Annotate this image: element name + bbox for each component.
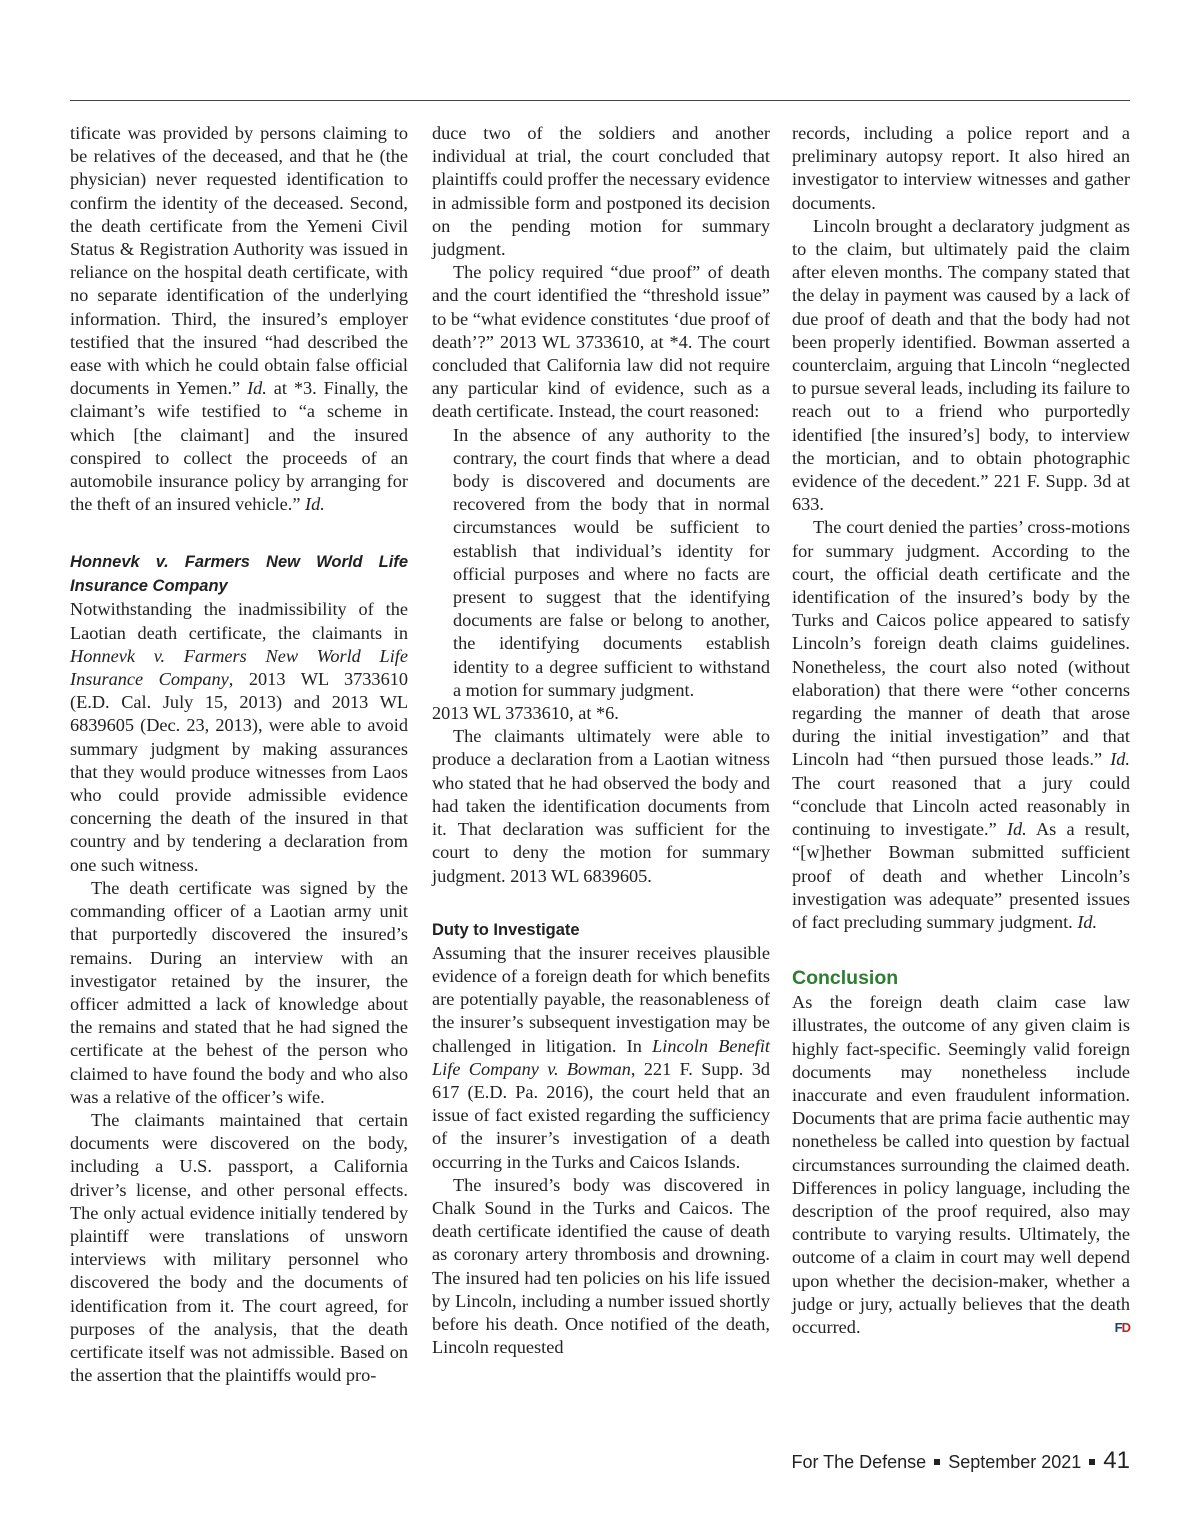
publication-name: For The Defense: [791, 1452, 927, 1472]
issue-date: September 2021: [948, 1452, 1082, 1472]
paragraph: The claimants maintained that certain documents were discovered on the body, including a U.S. passport, a California driver’s license, and other personal effects. The only actual evidence initially tendered by plaintiff were translations of unsworn interviews with military personnel who discovered the body and the documents of identification from it. The court agreed, for purposes of the analysis, that the death certificate itself was not admissible. Based on the assertion that the plaintiffs would pro-: [70, 1109, 408, 1386]
paragraph: Lincoln brought a declaratory judgment as to the claim, but ultimately paid the claim after eleven months. The company stated that the delay in payment was caused by a lack of due proof of death and that the body had not been properly identified. Bowman asserted a counterclaim, arguing that Lincoln “neglected to pursue several leads, including its failure to reach out to a friend who purportedly identified [the insured’s] body, to interview the mortician, and to obtain photographic evidence of the decedent.” 221 F. Supp. 3d at 633.: [792, 215, 1130, 515]
separator-square-icon: [1089, 1459, 1095, 1465]
paragraph: The death certificate was signed by the commanding officer of a Laotian army unit that purportedly discovered the insured’s remains. During an interview with an investigator retained by the insurer, the officer admitted a lack of knowledge about the remains and stated that he had signed the certificate at the behest of the person who claimed to have found the body and who also was a relative of the officer’s wife.: [70, 877, 408, 1107]
paragraph: The claimants ultimately were able to produce a declaration from a Laotian witness who stated that he had observed the body and had taken the identification documents from it. That declaration was sufficient for the court to deny the motion for summary judgment. 2013 WL 6839605.: [432, 726, 770, 886]
page-footer: [791, 1447, 1130, 1475]
top-rule: [70, 100, 1130, 101]
separator-square-icon: [934, 1459, 940, 1465]
paragraph: Assuming that the insurer receives plausible evidence of a foreign death for which benefits are potentially payable, the reasonableness of the insurer’s subsequent investigation may be challenged in litigation. In Lincoln Benefit Life Company v. Bowman, 221 F. Supp. 3d 617 (E.D. Pa. 2016), the court held that an issue of fact existed regarding the sufficiency of the insurer’s investigation of a death occurring in the Turks and Caicos Islands.: [432, 942, 770, 1172]
column-1: [70, 122, 408, 1387]
paragraph: As the foreign death claim case law illustrates, the outcome of any given claim is highly fact-specific. Seemingly valid foreign documents may nonetheless include inaccurate and even fraudulent information. Documents that are prima facie authentic may nonetheless be called into question by factual circumstances surrounding the claimed death. Differences in policy language, including the description of the proof required, also may contribute to varying results. Ultimately, the outcome of a claim in court may well depend upon whether the decision-maker, whether a judge or jury, actually believes that the death occurred. FD: [792, 992, 1130, 1337]
section-heading: Honnevk v. Farmers New World Life Insurance Company: [70, 553, 408, 596]
section-heading: Duty to Investigate: [432, 920, 580, 939]
block-quote: In the absence of any authority to the contrary, the court finds that where a dead body is discovered and documents are recovered from the body that in normal circumstances would be sufficient to establish that individual’s identity for official purposes and where no facts are present to suggest that the identifying documents are false or belong to another, the identifying documents establish identity to a degree sufficient to withstand a motion for summary judgment.: [453, 424, 770, 700]
paragraph: Notwithstanding the inadmissibility of the Laotian death certificate, the claimants in Honnevk v. Farmers New World Life Insurance Company, 2013 WL 3733610 (E.D. Cal. July 15, 2013) and 2013 WL 6839605 (Dec. 23, 2013), were able to avoid summary judgment by making assurances that they would produce witnesses from Laos who could provide admissible evidence concerning the death of the insured in that country and by tendering a declaration from one such witness.: [70, 599, 408, 875]
paragraph: tificate was provided by persons claiming to be relatives of the deceased, and that he (the physician) never requested identification to confirm the identity of the deceased. Second, the death certificate from the Yemeni Civil Status & Registration Authority was issued in reliance on the hospital death certificate, with no separate identification of the underlying information. Third, the insured’s employer testified that the insured “had described the ease with which he could obtain false official documents in Yemen.” Id. at *3. Finally, the claimant’s wife testified to “a scheme in which [the claimant] and the insured conspired to collect the proceeds of an automobile insurance policy by arranging for the theft of an insured vehicle.” Id.: [70, 123, 408, 515]
end-mark-logo: FD: [1114, 1319, 1130, 1335]
paragraph: duce two of the soldiers and another individual at trial, the court concluded that plaintiffs could proffer the necessary evidence in admissible form and postponed its decision on the pending motion for summary judgment.: [432, 123, 770, 260]
paragraph: The court denied the parties’ cross-motions for summary judgment. According to the court, the official death certificate and the identification of the insured’s body by the Turks and Caicos police appeared to satisfy Lincoln’s foreign death claims guidelines. Nonetheless, the court also noted (without elaboration) that there were “other concerns regarding the manner of death that arose during the initial investigation” and that Lincoln had “then pursued those leads.” Id. The court reasoned that a jury could “conclude that Lincoln acted reasonably in continuing to investigate.” Id. As a result, “[w]hether Bowman submitted sufficient proof of death and whether Lincoln’s investigation was adequate” presented issues of fact precluding summary judgment. Id.: [792, 517, 1130, 932]
section-heading: Conclusion: [792, 967, 899, 990]
paragraph: The insured’s body was discovered in Chalk Sound in the Turks and Caicos. The death certificate identified the cause of death as coronary artery thrombosis and drowning. The insured had ten policies on his life issued by Lincoln, including a number issued shortly before his death. Once notified of the death, Lincoln requested: [432, 1174, 770, 1358]
column-3: [792, 122, 1130, 1339]
column-2: [432, 122, 770, 1359]
citation: 2013 WL 3733610, at *6.: [432, 703, 619, 724]
page-number: 41: [1103, 1447, 1130, 1474]
paragraph: The policy required “due proof” of death and the court identified the “threshold issue” to be “what evidence constitutes ‘due proof of death’?” 2013 WL 3733610, at *4. The court concluded that California law did not require any particular kind of evidence, such as a death certificate. Instead, the court reasoned:: [432, 262, 770, 422]
paragraph: records, including a police report and a preliminary autopsy report. It also hired an investigator to interview witnesses and gather documents.: [792, 123, 1130, 213]
